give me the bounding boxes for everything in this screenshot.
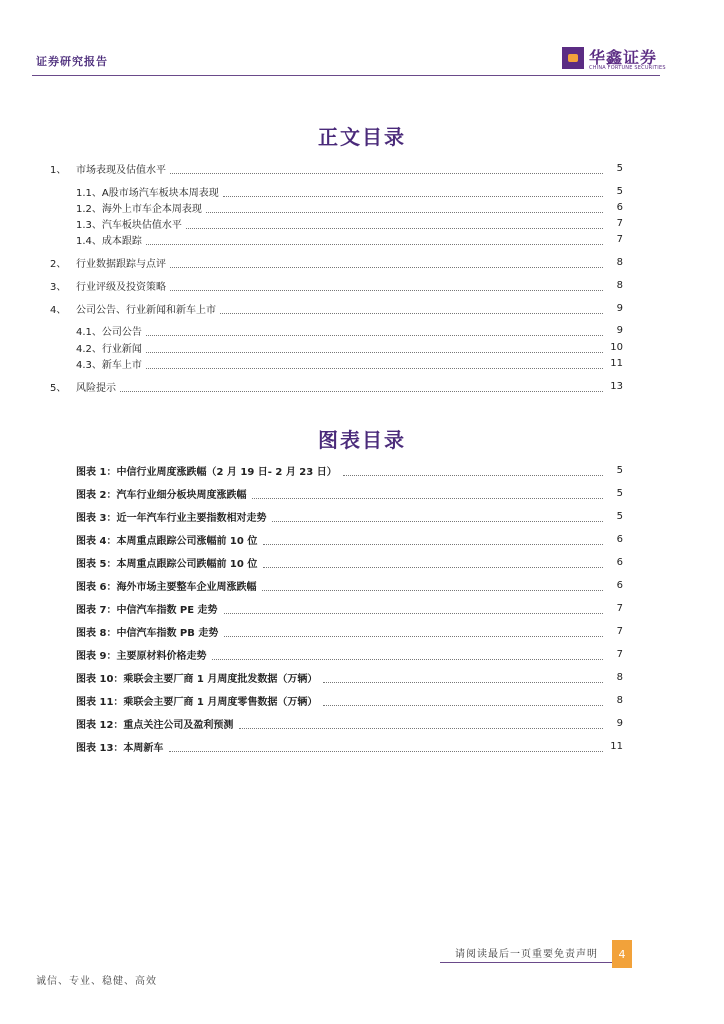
- figure-item-page: 6: [616, 556, 623, 568]
- figure-dot-leader: [323, 695, 603, 706]
- toc-dot-leader: [206, 202, 603, 213]
- page-number-badge: 4: [612, 940, 632, 968]
- figure-item-page: 9: [616, 717, 623, 729]
- toc-item-label: 4.1、公司公告: [76, 326, 142, 338]
- toc-item-page: 10: [610, 341, 623, 353]
- figures-title: 图表目录: [318, 428, 406, 452]
- toc-item-2[interactable]: [50, 255, 623, 269]
- toc-dot-leader: [146, 234, 603, 245]
- figure-item-12[interactable]: [76, 716, 623, 730]
- figure-dot-leader: [224, 626, 603, 637]
- toc-item-label: 1.2、海外上市车企本周表现: [76, 203, 202, 215]
- figure-dot-leader: [239, 718, 603, 729]
- toc-dot-leader: [146, 342, 603, 353]
- figure-item-page: 6: [616, 533, 623, 545]
- figure-item-label: 图表 11：乘联会主要厂商 1 月周度零售数据（万辆）: [76, 696, 318, 708]
- toc-dot-leader: [186, 218, 603, 229]
- figure-dot-leader: [212, 649, 603, 660]
- toc-item-page: 9: [616, 302, 623, 314]
- figure-dot-leader: [323, 672, 603, 683]
- toc-item-page: 5: [616, 162, 623, 174]
- figure-dot-leader: [262, 580, 603, 591]
- logo-mark-icon: [562, 47, 584, 69]
- figure-item-8[interactable]: [76, 624, 623, 638]
- toc-dot-leader: [120, 381, 603, 392]
- toc-item-label: 1.4、成本跟踪: [76, 235, 142, 247]
- toc-item-label: 4.2、行业新闻: [76, 343, 142, 355]
- toc-dot-leader: [170, 163, 603, 174]
- figure-item-10[interactable]: [76, 670, 623, 684]
- toc-dot-leader: [170, 280, 603, 291]
- figure-item-page: 7: [616, 648, 623, 660]
- toc-title: 正文目录: [318, 125, 406, 149]
- footer-divider: [440, 962, 622, 963]
- figure-item-6[interactable]: [76, 578, 623, 592]
- figure-dot-leader: [343, 465, 603, 476]
- figure-item-label: 图表 7：中信汽车指数 PE 走势: [76, 604, 218, 616]
- toc-item-1[interactable]: [50, 161, 623, 175]
- toc-item-page: 7: [616, 233, 623, 245]
- figure-item-label: 图表 1：中信行业周度涨跌幅（2 月 19 日- 2 月 23 日）: [76, 466, 337, 478]
- figure-dot-leader: [263, 534, 603, 545]
- figure-item-1[interactable]: [76, 463, 623, 477]
- disclaimer-note: 请阅读最后一页重要免责声明: [455, 949, 598, 960]
- figure-item-label: 图表 5：本周重点跟踪公司跌幅前 10 位: [76, 558, 258, 570]
- toc-item-label: 市场表现及估值水平: [76, 164, 166, 176]
- figure-item-9[interactable]: [76, 647, 623, 661]
- figure-dot-leader: [272, 511, 603, 522]
- logo-english-name: CHINA FORTUNE SECURITIES: [589, 65, 666, 71]
- toc-dot-leader: [223, 186, 603, 197]
- company-logo: [562, 45, 666, 75]
- figure-item-2[interactable]: [76, 486, 623, 500]
- toc-item-label: 行业评级及投资策略: [76, 281, 166, 293]
- toc-item-label: 公司公告、行业新闻和新车上市: [76, 304, 216, 316]
- logo-chinese-name: 华鑫证券: [589, 48, 658, 67]
- figure-item-label: 图表 13：本周新车: [76, 742, 164, 754]
- figure-dot-leader: [169, 741, 603, 752]
- figure-item-3[interactable]: [76, 509, 623, 523]
- figure-item-page: 11: [610, 740, 623, 752]
- toc-item-1-3[interactable]: [76, 216, 623, 230]
- figure-item-page: 6: [616, 579, 623, 591]
- toc-item-page: 9: [616, 324, 623, 336]
- figure-item-page: 7: [616, 625, 623, 637]
- figure-item-13[interactable]: [76, 739, 623, 753]
- figure-item-label: 图表 9：主要原材料价格走势: [76, 650, 207, 662]
- toc-item-page: 8: [616, 256, 623, 268]
- toc-item-label: 1.1、A股市场汽车板块本周表现: [76, 187, 219, 199]
- figure-item-label: 图表 4：本周重点跟踪公司涨幅前 10 位: [76, 535, 258, 547]
- figure-dot-leader: [263, 557, 603, 568]
- toc-item-4-3[interactable]: [76, 356, 623, 370]
- figure-item-label: 图表 12：重点关注公司及盈利预测: [76, 719, 234, 731]
- header-divider: [32, 75, 660, 76]
- toc-item-3[interactable]: [50, 278, 623, 292]
- figure-item-page: 8: [616, 694, 623, 706]
- toc-item-4-1[interactable]: [76, 323, 623, 337]
- figure-item-5[interactable]: [76, 555, 623, 569]
- toc-item-label: 风险提示: [76, 382, 116, 394]
- toc-item-label: 1.3、汽车板块估值水平: [76, 219, 182, 231]
- figure-item-label: 图表 10：乘联会主要厂商 1 月周度批发数据（万辆）: [76, 673, 318, 685]
- toc-item-label: 4.3、新车上市: [76, 359, 142, 371]
- figure-item-11[interactable]: [76, 693, 623, 707]
- toc-item-number: 3、: [50, 281, 67, 293]
- figure-item-label: 图表 3：近一年汽车行业主要指数相对走势: [76, 512, 267, 524]
- toc-item-label: 行业数据跟踪与点评: [76, 258, 166, 270]
- figure-item-4[interactable]: [76, 532, 623, 546]
- toc-item-4-2[interactable]: [76, 340, 623, 354]
- figure-item-label: 图表 2：汽车行业细分板块周度涨跌幅: [76, 489, 247, 501]
- toc-dot-leader: [146, 325, 603, 336]
- figure-item-page: 5: [616, 464, 623, 476]
- toc-item-page: 11: [610, 357, 623, 369]
- toc-dot-leader: [146, 358, 603, 369]
- toc-item-1-4[interactable]: [76, 232, 623, 246]
- figure-item-page: 5: [616, 487, 623, 499]
- toc-item-page: 7: [616, 217, 623, 229]
- figure-dot-leader: [252, 488, 603, 499]
- toc-item-5[interactable]: [50, 379, 623, 393]
- figure-item-page: 8: [616, 671, 623, 683]
- toc-item-number: 5、: [50, 382, 67, 394]
- toc-item-number: 4、: [50, 304, 67, 316]
- report-header-label: 证券研究报告: [36, 55, 108, 68]
- toc-item-4[interactable]: [50, 301, 623, 315]
- toc-dot-leader: [220, 303, 603, 314]
- toc-item-page: 8: [616, 279, 623, 291]
- footer-slogan: 诚信、专业、稳健、高效: [36, 976, 157, 987]
- figure-item-label: 图表 6：海外市场主要整车企业周涨跌幅: [76, 581, 257, 593]
- toc-item-1-2[interactable]: [76, 200, 623, 214]
- figure-item-page: 7: [616, 602, 623, 614]
- toc-dot-leader: [170, 257, 603, 268]
- figure-item-7[interactable]: [76, 601, 623, 615]
- figure-dot-leader: [224, 603, 603, 614]
- toc-item-number: 2、: [50, 258, 67, 270]
- figure-item-page: 5: [616, 510, 623, 522]
- toc-item-page: 5: [616, 185, 623, 197]
- toc-item-number: 1、: [50, 164, 67, 176]
- toc-item-page: 13: [610, 380, 623, 392]
- toc-item-page: 6: [616, 201, 623, 213]
- toc-item-1-1[interactable]: [76, 184, 623, 198]
- figure-item-label: 图表 8：中信汽车指数 PB 走势: [76, 627, 219, 639]
